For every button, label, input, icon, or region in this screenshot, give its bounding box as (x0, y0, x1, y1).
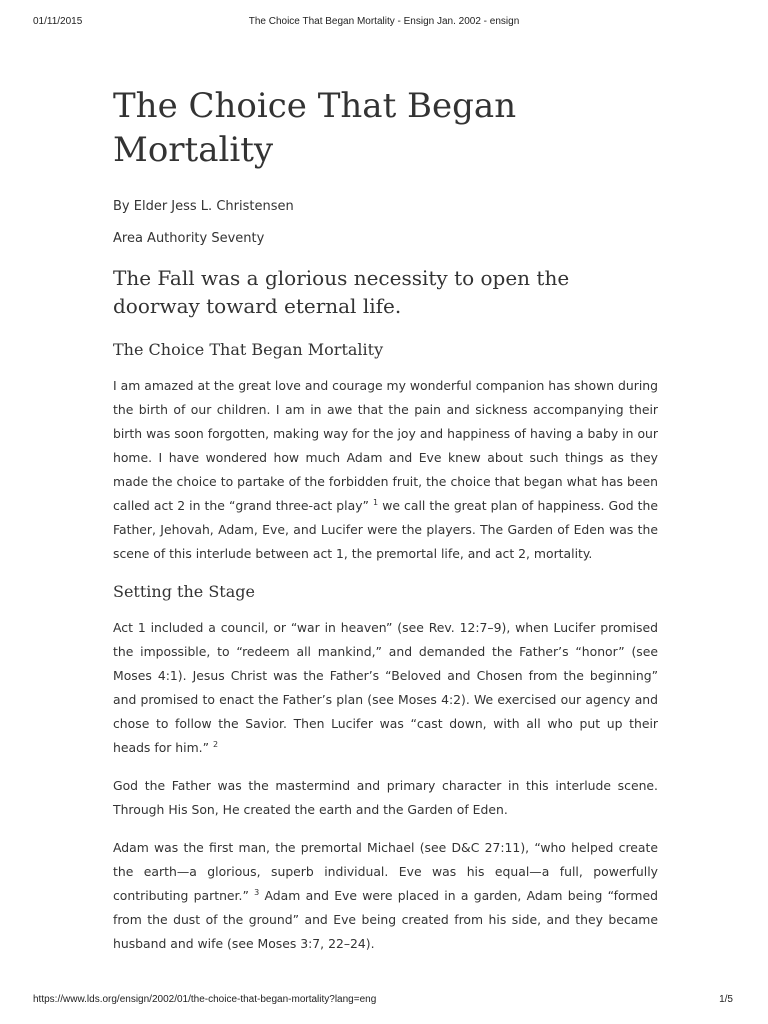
print-page-title: The Choice That Began Mortality - Ensign Jan. 2002 - ensign (248, 16, 520, 27)
footnote-ref-2[interactable]: 2 (212, 740, 219, 749)
section-heading-setting-the-stage: Setting the Stage (113, 582, 255, 601)
author-role: Area Authority Seventy (113, 231, 265, 246)
print-header (0, 16, 768, 30)
print-date: 01/11/2015 (33, 16, 83, 27)
section-heading-choice: The Choice That Began Mortality (113, 340, 384, 359)
paragraph-2-text: Act 1 included a council, or “war in heaven” (see Rev. 12:7–9), when Lucifer promised the impossible, to “redeem all mankind,” and demanded the Father’s “honor” (see Moses 4:1). Jesus Christ was the Father’s “Beloved and Chosen from the beginning” and promised to enact the Father’s plan (see Moses 4:2). We exercised our agency and chose to follow the Savior. Then Lucifer was “cast down, with all who put up their heads for him.” (113, 620, 658, 755)
paragraph-1 (113, 374, 658, 566)
footnote-ref-3[interactable]: 3 (254, 888, 260, 897)
print-footer (0, 994, 768, 1008)
paragraph-1-text-a: I am amazed at the great love and courage my wonderful companion has shown during the birth of our children. I am in awe that the pain and sickness accompanying their birth was soon forgotten, making way for the joy and happiness of having a baby in our home. I have wondered how much Adam and Eve knew about such things as they made the choice to partake of the forbidden fruit, the choice that began what has been called act 2 in the “grand three-act play” (113, 378, 658, 513)
article-title: The Choice That Began Mortality (113, 86, 517, 170)
article (113, 84, 658, 970)
paragraph-2 (113, 616, 658, 760)
page-number: 1/5 (719, 994, 733, 1005)
footnote-ref-1[interactable]: 1 (373, 498, 379, 507)
paragraph-3: God the Father was the mastermind and primary character in this interlude scene. Through His Son, He created the earth and the Garden of Eden. (113, 778, 658, 817)
print-url: https://www.lds.org/ensign/2002/01/the-choice-that-began-mortality?lang=eng (33, 994, 377, 1005)
paragraph-1-text-b: we call the great plan of happiness. God the Father, Jehovah, Adam, Eve, and Lucifer were the players. The Garden of Eden was the scene of this interlude between act 1, the premortal life, and act 2, mortality. (113, 498, 658, 561)
byline: By Elder Jess L. Christensen (113, 199, 294, 214)
article-subtitle: The Fall was a glorious necessity to open the doorway toward eternal life. (113, 266, 570, 318)
paragraph-4-text-a: Adam was the first man, the premortal Michael (see D&C 27:11), “who helped create the earth—a glorious, superb individual. Eve was his equal—a full, powerfully contributing partner.” (113, 840, 658, 903)
paragraph-4-text-b: Adam and Eve were placed in a garden, Adam being “formed from the dust of the ground” and Eve being created from his side, and they became husband and wife (see Moses 3:7, 22–24). (113, 888, 658, 951)
paragraph-4 (113, 836, 658, 956)
